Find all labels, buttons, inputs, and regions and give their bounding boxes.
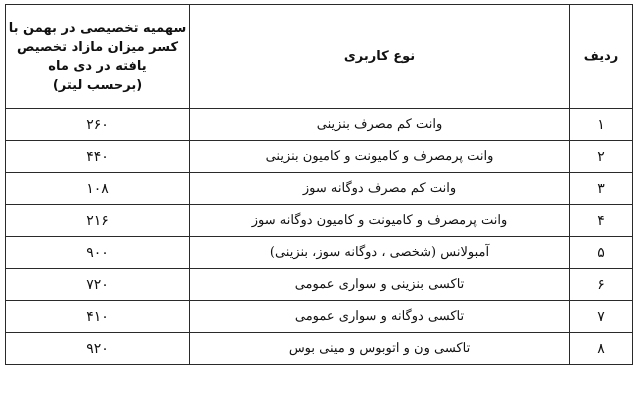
table-row — [6, 205, 633, 237]
usage-type-cell: تاکسی بنزینی و سواری عمومی — [190, 269, 570, 301]
table-header-row — [6, 5, 633, 109]
quota-cell: ۷۲۰ — [6, 269, 190, 301]
quota-cell: ۴۴۰ — [6, 141, 190, 173]
table-row — [6, 237, 633, 269]
usage-type-cell: وانت پرمصرف و کامیونت و کامیون بنزینی — [190, 141, 570, 173]
header-row-number: ردیف — [570, 5, 633, 109]
row-number-cell: ۴ — [570, 205, 633, 237]
usage-type-cell: تاکسی دوگانه و سواری عمومی — [190, 301, 570, 333]
table-row — [6, 301, 633, 333]
header-quota-line-1: سهمیه تخصیصی در بهمن با — [8, 20, 187, 36]
row-number-cell: ۵ — [570, 237, 633, 269]
usage-type-cell: وانت پرمصرف و کامیونت و کامیون دوگانه سوز — [190, 205, 570, 237]
header-usage-type: نوع کاربری — [190, 5, 570, 109]
table-row — [6, 333, 633, 365]
quota-cell: ۲۱۶ — [6, 205, 190, 237]
row-number-cell: ۳ — [570, 173, 633, 205]
header-quota — [6, 5, 190, 109]
row-number-cell: ۱ — [570, 109, 633, 141]
table-row — [6, 109, 633, 141]
table-row — [6, 141, 633, 173]
quota-cell: ۲۶۰ — [6, 109, 190, 141]
header-quota-line-4: (برحسب لیتر) — [52, 77, 143, 93]
row-number-cell: ۶ — [570, 269, 633, 301]
quota-cell: ۴۱۰ — [6, 301, 190, 333]
table-row — [6, 269, 633, 301]
table-row — [6, 173, 633, 205]
header-quota-line-3: یافته در دی ماه — [48, 58, 147, 74]
header-quota-line-2: کسر میزان مازاد تخصیص — [16, 39, 179, 55]
usage-type-cell: وانت کم مصرف بنزینی — [190, 109, 570, 141]
fuel-quota-table — [5, 4, 633, 365]
usage-type-cell: آمبولانس (شخصی ، دوگانه سوز، بنزینی) — [190, 237, 570, 269]
quota-cell: ۹۲۰ — [6, 333, 190, 365]
row-number-cell: ۸ — [570, 333, 633, 365]
usage-type-cell: تاکسی ون و اتوبوس و مینی بوس — [190, 333, 570, 365]
row-number-cell: ۲ — [570, 141, 633, 173]
quota-cell: ۱۰۸ — [6, 173, 190, 205]
quota-cell: ۹۰۰ — [6, 237, 190, 269]
usage-type-cell: وانت کم مصرف دوگانه سوز — [190, 173, 570, 205]
row-number-cell: ۷ — [570, 301, 633, 333]
